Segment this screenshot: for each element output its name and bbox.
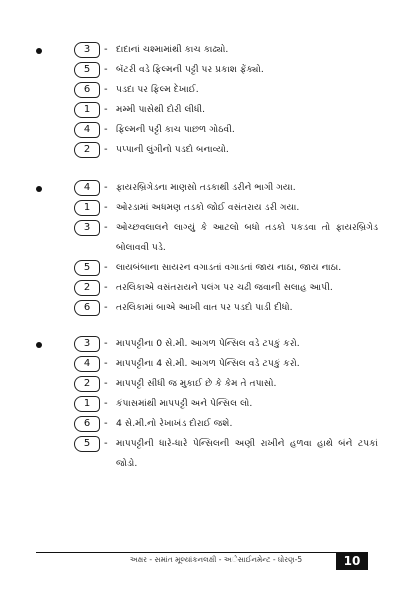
bullet — [36, 186, 42, 192]
sequence-number: 2 — [74, 142, 100, 158]
dash: - — [104, 144, 108, 155]
item-text: માપપટ્ટીની ધારે-ધારે પેન્સિલની અણી રાખીને હળવા હાથે બંને ટપકાં જોડો. — [116, 438, 378, 469]
item-text: માપપટ્ટીના 0 સે.મી. આગળ પેન્સિલ વડે ટપકું કરો. — [116, 338, 300, 349]
dash: - — [104, 84, 108, 95]
item-text: ફિલ્મની પટ્ટી કાચ પાછળ ગોઠવી. — [116, 124, 235, 135]
sequence-number: 5 — [74, 62, 100, 78]
page-number: 10 — [336, 552, 368, 570]
item-text: 4 સે.મી.નો રેખાખંડ દોરાઈ જશે. — [116, 418, 233, 429]
footer-rule — [36, 552, 368, 553]
sequence-number: 5 — [74, 260, 100, 276]
dash: - — [104, 418, 108, 429]
item-text: માપપટ્ટી સીધી જ મુકાઈ છે કે કેમ તે તપાસો. — [116, 378, 277, 389]
dash: - — [104, 202, 108, 213]
item-text: ઓચ્છવલાલને લાગ્યું કે આટલો બધો તડકો પકડવા તો ફાયરબ્રિગેડ બોલાવવી પડે. — [116, 222, 378, 253]
item-text: બૅટરી વડે ફિલ્મની પટ્ટી પર પ્રકાશ ફેંક્યો. — [116, 64, 264, 75]
dash: - — [104, 182, 108, 193]
sequence-number: 3 — [74, 220, 100, 236]
sequence-number: 3 — [74, 336, 100, 352]
item-text: પપ્પાની લુંગીનો પડદો બનાવ્યો. — [116, 144, 229, 155]
dash: - — [104, 222, 108, 233]
item-text: ફાયરબ્રિગેડના માણસો તડકાથી ડરીને ભાગી ગયા. — [116, 182, 296, 193]
item-text: પડદા પર ફિલ્મ દેખાઈ. — [116, 84, 199, 95]
sequence-number: 4 — [74, 180, 100, 196]
item-text: લાયબંબાના સાયરન વગાડતાં વગાડતાં જાય નાઠા, જાય નાઠા. — [116, 262, 342, 273]
dash: - — [104, 358, 108, 369]
sequence-number: 6 — [74, 416, 100, 432]
item-text: દાદાનાં ચશ્મામાંથી કાચ કાઢ્યો. — [116, 44, 229, 55]
dash: - — [104, 378, 108, 389]
sequence-number: 3 — [74, 42, 100, 58]
sequence-number: 4 — [74, 122, 100, 138]
item-text: તરલિકામાં બાએ આખી વાત પર પડદો પાડી દીધો. — [116, 302, 293, 313]
dash: - — [104, 64, 108, 75]
sequence-number: 1 — [74, 200, 100, 216]
item-text: તરલિકાએ વસંતરાયને પલંગ પર ચઢી જવાની સલાહ આપી. — [116, 282, 333, 293]
dash: - — [104, 338, 108, 349]
sequence-number: 5 — [74, 436, 100, 452]
dash: - — [104, 104, 108, 115]
item-text: માપપટ્ટીના 4 સે.મી. આગળ પેન્સિલ વડે ટપકું કરો. — [116, 358, 300, 369]
footer-text: અક્ષર - સમાંત મૂલ્યાંકનલક્ષી - અેસાઈનમેન્ટ - ધોરણ-5 — [129, 555, 303, 564]
item-text: ઓરડામાં અધમણ તડકો જોઈ વસંતરાય ડરી ગયા. — [116, 202, 300, 213]
dash: - — [104, 282, 108, 293]
sequence-number: 4 — [74, 356, 100, 372]
item-text: કંપાસમાંથી માપપટ્ટી અને પેન્સિલ લો. — [116, 398, 253, 409]
dash: - — [104, 438, 108, 449]
sequence-number: 6 — [74, 300, 100, 316]
sequence-number: 1 — [74, 102, 100, 118]
dash: - — [104, 398, 108, 409]
sequence-number: 2 — [74, 280, 100, 296]
dash: - — [104, 44, 108, 55]
dash: - — [104, 302, 108, 313]
bullet — [36, 342, 42, 348]
sequence-number: 6 — [74, 82, 100, 98]
bullet — [36, 48, 42, 54]
dash: - — [104, 262, 108, 273]
sequence-number: 2 — [74, 376, 100, 392]
sequence-number: 1 — [74, 396, 100, 412]
dash: - — [104, 124, 108, 135]
item-text: મમ્મી પાસેથી દોરી લીધી. — [116, 104, 206, 115]
